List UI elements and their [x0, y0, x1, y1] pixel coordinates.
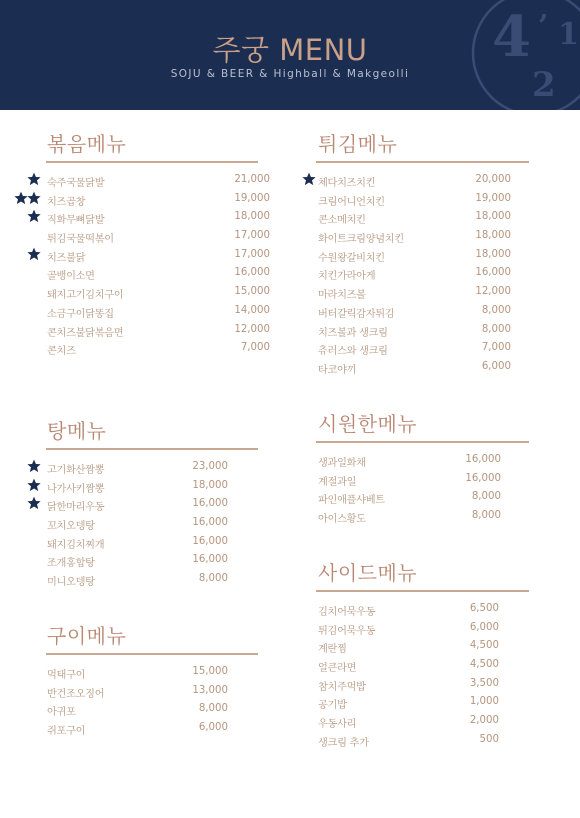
star-icon [27, 191, 41, 205]
menu-item-price: 16,000 [192, 517, 228, 529]
menu-item [318, 733, 531, 752]
menu-item-price: 8,000 [481, 323, 511, 335]
section-title: 사이드메뉴 [318, 561, 418, 585]
menu-item-price: 4,500 [469, 640, 499, 652]
menu-item-name: 골뱅이소면 [47, 271, 95, 283]
menu-item-price: 500 [479, 733, 499, 745]
menu-item-price: 6,000 [469, 621, 499, 633]
menu-item-price: 8,000 [471, 510, 501, 522]
menu-item-name: 치즈볼과 생크림 [318, 327, 388, 339]
menu-item-name: 츄러스와 생크림 [318, 346, 388, 358]
menu-item-price: 16,000 [192, 554, 228, 566]
star-icon [27, 172, 41, 186]
menu-item [47, 702, 259, 721]
menu-item-price: 7,000 [240, 342, 270, 354]
section-divider [316, 441, 529, 443]
menu-item [318, 229, 531, 248]
menu-item [47, 285, 270, 304]
menu-item-name: 우동사리 [318, 719, 357, 731]
star-icon [27, 247, 41, 261]
menu-item-price: 17,000 [234, 248, 270, 260]
menu-item-price: 6,500 [469, 603, 499, 614]
menu-item [318, 639, 531, 658]
recommend-stars [27, 247, 40, 264]
star-icon [14, 191, 28, 205]
menu-item-name: 아이스황도 [318, 514, 366, 526]
menu-item-list [47, 665, 259, 740]
menu-item-name: 닭한마리우동 [47, 502, 105, 514]
menu-item-name: 타코야끼 [318, 364, 357, 376]
menu-item-name: 아귀포 [47, 707, 76, 719]
menu-item [47, 553, 259, 572]
menu-item-name: 버터갈릭감자튀김 [318, 308, 395, 320]
section-title: 시원한메뉴 [318, 412, 418, 436]
menu-item-price: 16,000 [192, 498, 228, 510]
menu-item [318, 472, 531, 491]
menu-item-name: 계절과일 [318, 476, 357, 488]
menu-item-price: 20,000 [475, 174, 511, 185]
menu-item-price: 21,000 [234, 174, 270, 185]
section-divider [46, 653, 258, 655]
menu-item [47, 479, 259, 498]
menu-item-price: 18,000 [475, 230, 511, 242]
menu-item [47, 460, 259, 479]
menu-item [318, 714, 531, 733]
menu-item [47, 572, 259, 591]
menu-item-name: 마라치즈볼 [318, 290, 366, 302]
menu-item [318, 173, 531, 192]
menu-item-name: 쥐포구이 [47, 726, 86, 738]
menu-item-name: 소금구이닭똥집 [47, 308, 114, 320]
menu-item-price: 17,000 [234, 230, 270, 242]
menu-item-price: 16,000 [192, 535, 228, 547]
menu-item-name: 치즈불닭 [47, 252, 86, 264]
svg-text:4: 4 [492, 4, 531, 70]
section-divider [46, 161, 258, 163]
menu-item [318, 341, 531, 360]
menu-item-name: 치즈곱창 [47, 196, 86, 208]
menu-item-name: 미니오뎅탕 [47, 577, 95, 589]
section-soup-menu [47, 415, 259, 589]
svg-text:1: 1 [558, 17, 579, 52]
menu-item [318, 695, 531, 714]
menu-item-price: 3,500 [469, 677, 499, 689]
menu-item [318, 621, 531, 640]
star-icon [27, 209, 41, 223]
section-title: 구이메뉴 [47, 624, 127, 648]
menu-item [47, 173, 270, 192]
menu-item-price: 2,000 [469, 715, 499, 727]
svg-text:’: ’ [538, 9, 549, 44]
menu-item-name: 튀김어묵우동 [318, 625, 376, 637]
menu-item-name: 김치어묵우동 [318, 607, 376, 618]
menu-item-list [318, 602, 531, 752]
section-divider [316, 590, 529, 592]
menu-item-price: 18,000 [192, 479, 228, 491]
recommend-stars [27, 478, 40, 495]
menu-item-name: 돼지김치찌개 [47, 539, 105, 551]
menu-item [318, 192, 531, 211]
menu-header [0, 0, 580, 110]
menu-item [318, 509, 531, 528]
menu-item-name: 먹태구이 [47, 670, 86, 681]
menu-item-list [47, 460, 259, 591]
menu-item-price: 6,000 [198, 722, 228, 734]
menu-item-name: 튀김국물떡볶이 [47, 234, 114, 246]
menu-item-price: 6,000 [481, 360, 511, 372]
menu-item-price: 19,000 [475, 192, 511, 204]
menu-item [318, 360, 531, 379]
menu-item-price: 13,000 [192, 684, 228, 696]
menu-item-name: 콘소메치킨 [318, 215, 366, 227]
menu-item [318, 285, 531, 304]
recommend-stars [27, 209, 40, 226]
star-icon [27, 459, 41, 473]
menu-item-price: 16,000 [475, 267, 511, 279]
menu-item [318, 490, 531, 509]
menu-item-name: 참치주먹밥 [318, 681, 366, 693]
menu-item-price: 16,000 [465, 454, 501, 465]
menu-item-name: 콘치즈불닭볶음면 [47, 327, 124, 339]
menu-item-name: 계란찜 [318, 644, 347, 656]
menu-item-price: 12,000 [234, 323, 270, 335]
menu-item [47, 684, 259, 703]
menu-item-name: 파인애플샤베트 [318, 495, 385, 507]
menu-item-list [47, 173, 270, 360]
menu-item-name: 조개홍합탕 [47, 558, 95, 570]
menu-item-name: 숙주국물닭발 [47, 178, 105, 189]
section-title: 튀김메뉴 [318, 132, 398, 156]
menu-item-price: 8,000 [198, 703, 228, 715]
menu-item-name: 수원왕갈비치킨 [318, 252, 385, 264]
menu-item [318, 658, 531, 677]
menu-item-price: 15,000 [192, 666, 228, 677]
menu-item-price: 19,000 [234, 192, 270, 204]
recommend-stars [14, 191, 40, 208]
section-side-menu [318, 557, 530, 749]
menu-item-name: 얼큰라면 [318, 663, 357, 675]
menu-item-name: 돼지고기김치구이 [47, 290, 124, 302]
menu-item-list [318, 173, 531, 379]
section-deep-fried-menu [318, 128, 530, 376]
menu-item-name: 치킨가라아게 [318, 271, 376, 283]
menu-item-name: 체다치즈치킨 [318, 178, 376, 189]
menu-item-name: 생과일화채 [318, 458, 366, 469]
menu-item-price: 16,000 [234, 267, 270, 279]
menu-item-price: 7,000 [481, 342, 511, 354]
menu-item-price: 8,000 [471, 491, 501, 503]
section-title: 탕메뉴 [47, 419, 107, 443]
menu-item [318, 677, 531, 696]
menu-item-price: 15,000 [234, 286, 270, 298]
menu-item [47, 341, 270, 360]
menu-item [47, 304, 270, 323]
star-icon [27, 478, 41, 492]
menu-item-name: 화이트크림양념치킨 [318, 234, 404, 246]
menu-item-price: 1,000 [469, 696, 499, 708]
section-grill-menu [47, 620, 259, 738]
menu-item-price: 18,000 [234, 211, 270, 223]
menu-item-name: 반건조오징어 [47, 688, 105, 700]
menu-item-price: 16,000 [465, 472, 501, 484]
menu-item-price: 8,000 [198, 573, 228, 585]
menu-item-list [318, 453, 531, 528]
page-title: 주궁 MENU [212, 33, 368, 67]
recommend-stars [27, 496, 40, 513]
menu-item-name: 크림어니언치킨 [318, 196, 385, 208]
menu-item-name: 공기밥 [318, 700, 347, 712]
recommend-stars [27, 459, 40, 476]
menu-item [318, 453, 531, 472]
menu-item [318, 266, 531, 285]
menu-item-price: 14,000 [234, 304, 270, 316]
star-icon [27, 496, 41, 510]
svg-text:2: 2 [532, 65, 556, 105]
section-fried-menu [47, 128, 270, 358]
menu-item [318, 210, 531, 229]
menu-item-name: 콘치즈 [47, 346, 76, 358]
section-cool-menu [318, 408, 530, 526]
menu-item [47, 497, 259, 516]
menu-item-name: 생크림 추가 [318, 737, 369, 749]
recommend-stars [302, 172, 315, 189]
menu-item [47, 266, 270, 285]
menu-item-name: 꼬치오뎅탕 [47, 521, 95, 533]
menu-item-name: 직화무뼈닭발 [47, 215, 105, 227]
menu-item-name: 고기화산짬뽕 [47, 465, 105, 476]
menu-item [318, 304, 531, 323]
menu-item-name: 나가사키짬뽕 [47, 483, 105, 495]
page-subtitle: SOJU & BEER & Highball & Makgeolli [170, 68, 410, 80]
menu-item [47, 210, 270, 229]
menu-item [47, 516, 259, 535]
menu-item-price: 23,000 [192, 461, 228, 472]
menu-item-price: 4,500 [469, 659, 499, 671]
menu-item [318, 602, 531, 621]
menu-item [47, 323, 270, 342]
section-divider [316, 161, 529, 163]
menu-item [47, 721, 259, 740]
menu-item [47, 229, 270, 248]
menu-item [47, 665, 259, 684]
star-icon [302, 172, 316, 186]
menu-item-price: 12,000 [475, 286, 511, 298]
menu-item [318, 323, 531, 342]
menu-item-price: 18,000 [475, 211, 511, 223]
section-title: 볶음메뉴 [47, 132, 127, 156]
menu-item [47, 535, 259, 554]
section-divider [46, 448, 258, 450]
menu-item [318, 248, 531, 267]
menu-item [47, 192, 270, 211]
menu-item [47, 248, 270, 267]
recommend-stars [27, 172, 40, 189]
menu-item-price: 18,000 [475, 248, 511, 260]
menu-item-price: 8,000 [481, 304, 511, 316]
